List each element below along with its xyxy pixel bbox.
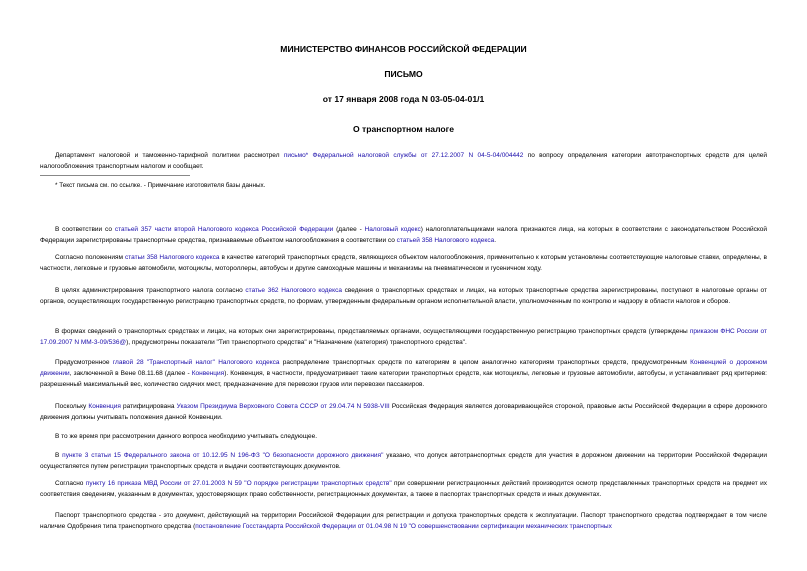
paragraph-6: Предусмотренное главой 28 "Транспортный налог" Налогового кодекса распределение транспортных средств по категориям в целом аналогично категориям транспортных средств, предусмотренным Конвенцией о дорожном движении, заключенной в Вене 08.11.68 (далее - Конвенция). Конвенция, в частности, предусматривает такие категории транспортных средств, как мотоциклы, легковые и грузовые автомобили, автобусы, и устанавливает ряд критериев: разрешенный максимальный вес, количество сидячих мест, предназначение для перевозки грузов или перевозки пассажиров. (40, 359, 768, 389)
link-presidium-decree[interactable]: Указом Президиума Верховного Совета СССР от 29.04.74 N 5938-VIII (176, 403, 390, 410)
link-article-358-b[interactable]: статьи 358 Налогового кодекса (124, 254, 220, 261)
document-type: ПИСЬМО (384, 69, 423, 79)
link-convention-b[interactable]: Конвенция (88, 403, 121, 410)
paragraph-5: В формах сведений о транспортных средствах и лицах, на которых они зарегистрированы, представляемых органами, осуществляющими государственную регистрацию транспортных средств (утверждены приказом ФНС России от 17.09.2007 N ММ-3-09/536@), предусмотрены показатели "Тип транспортного средства" и "Назначение (категория) транспортного средства". (40, 328, 767, 347)
link-article-362[interactable]: статье 362 Налогового кодекса (245, 287, 342, 294)
link-fns-order[interactable]: приказом ФНС России от 17.09.2007 N ММ-3-09/536@ (40, 328, 767, 347)
document-date-number: от 17 января 2008 года N 03-05-04-01/1 (322, 94, 485, 104)
paragraph-11: Паспорт транспортного средства - это документ, действующий на территории Российской Федерации для регистрации и допуска транспортных средств к эксплуатации. Паспорт транспортного средства подтверждает в том числе наличие Одобрения типа транспортного средства (постановление Госстандарта Российской Федерации от 01.04.98 N 19 "О совершенствовании сертификации механических транспортных (40, 512, 767, 531)
link-article-358[interactable]: статьей 358 Налогового кодекса (396, 237, 495, 245)
footnote-separator (40, 175, 190, 176)
link-fns-letter[interactable]: письмо* Федеральной налоговой службы от 27.12.2007 N 04-5-04/004442 (283, 152, 524, 159)
link-gosstandart-resolution[interactable]: постановление Госстандарта Российской Федерации от 01.04.98 N 19 "О совершенствовании сертификации механических транспортных (195, 523, 612, 531)
link-convention[interactable]: Конвенция (191, 370, 225, 378)
link-mvd-order-59[interactable]: пункту 16 приказа МВД России от 27.01.2003 N 59 "О порядке регистрации транспортных средств" (85, 480, 392, 487)
paragraph-2: В соответствии со статьей 357 части второй Налогового кодекса Российской Федерации (далее - Налоговый кодекс) налогоплательщиками налога признаются лица, на которых в соответствии с законодательством Российской Федерации зарегистрированы транспортные средства, признаваемые объектом налогообложения в соответствии со статьей 358 Налогового кодекса. (40, 226, 767, 245)
document-subject: О транспортном налоге (352, 124, 455, 134)
paragraph-9: В пункте 3 статьи 15 Федерального закона от 10.12.95 N 196-ФЗ "О безопасности дорожного движения" указано, что допуск автотранспортных средств для участия в дорожном движении на территории Российской Федерации осуществляется путем регистрации транспортных средств и выдачи соответствующих документов. (40, 452, 767, 471)
ministry-heading: МИНИСТЕРСТВО ФИНАНСОВ РОССИЙСКОЙ ФЕДЕРАЦИИ (280, 44, 527, 54)
link-road-traffic-convention[interactable]: Конвенцией о дорожном движении (40, 359, 768, 378)
paragraph-7: Поскольку Конвенция ратифицирована Указом Президиума Верховного Совета СССР от 29.04.74 N 5938-VIII Российская Федерация является договаривающейся стороной, правовые акты Российской Федерации в сфере дорожного движения должны учитывать положения данной Конвенции. (40, 403, 768, 422)
paragraph-1: Департамент налоговой и таможенно-тарифной политики рассмотрел письмо* Федеральной налоговой службы от 27.12.2007 N 04-5-04/004442 по вопросу определения категории автотранспортных средств для целей налогообложения транспортным налогом и сообщает. (40, 152, 767, 171)
link-federal-law-196[interactable]: пункте 3 статьи 15 Федерального закона от 10.12.95 N 196-ФЗ "О безопасности дорожного движения" (62, 452, 384, 459)
link-article-357[interactable]: статьей 357 части второй Налогового кодекса Российской Федерации (114, 226, 334, 233)
paragraph-3: Согласно положениям статьи 358 Налогового кодекса в качестве категорий транспортных средств, являющихся объектом налогообложения, применительно к которым установлены соответствующие налоговые ставки, определены, в частности, легковые и грузовые автомобили, мотоциклы, мотороллеры, автобусы и другие самоходные машины и механизмы на пневматическом и гусеничном ходу. (40, 254, 767, 273)
paragraph-10: Согласно пункту 16 приказа МВД России от 27.01.2003 N 59 "О порядке регистрации транспортных средств" при совершении регистрационных действий производится осмотр представленных транспортных средств на предмет их соответствия сведениям, указанным в документах, удостоверяющих право собственности, регистрационных документах, а также в паспортах транспортных средств и иных документах. (40, 480, 767, 499)
link-tax-code[interactable]: Налоговый кодекс (364, 226, 421, 233)
footnote: * Текст письма см. по ссылке. - Примечание изготовителя базы данных. (55, 182, 266, 189)
paragraph-4: В целях администрирования транспортного налога согласно статье 362 Налогового кодекса сведения о транспортных средствах и лицах, на которых транспортные средства зарегистрированы, поступают в налоговые органы от органов, осуществляющих государственную регистрацию транспортных средств, по формам, утвержденным федеральным органом исполнительной власти, уполномоченным по контролю и надзору в области налогов и сборов. (40, 287, 768, 306)
paragraph-8: В то же время при рассмотрении данного вопроса необходимо учитывать следующее. (55, 433, 318, 440)
link-chapter-28[interactable]: главой 28 "Транспортный налог" Налогового кодекса (112, 359, 280, 366)
